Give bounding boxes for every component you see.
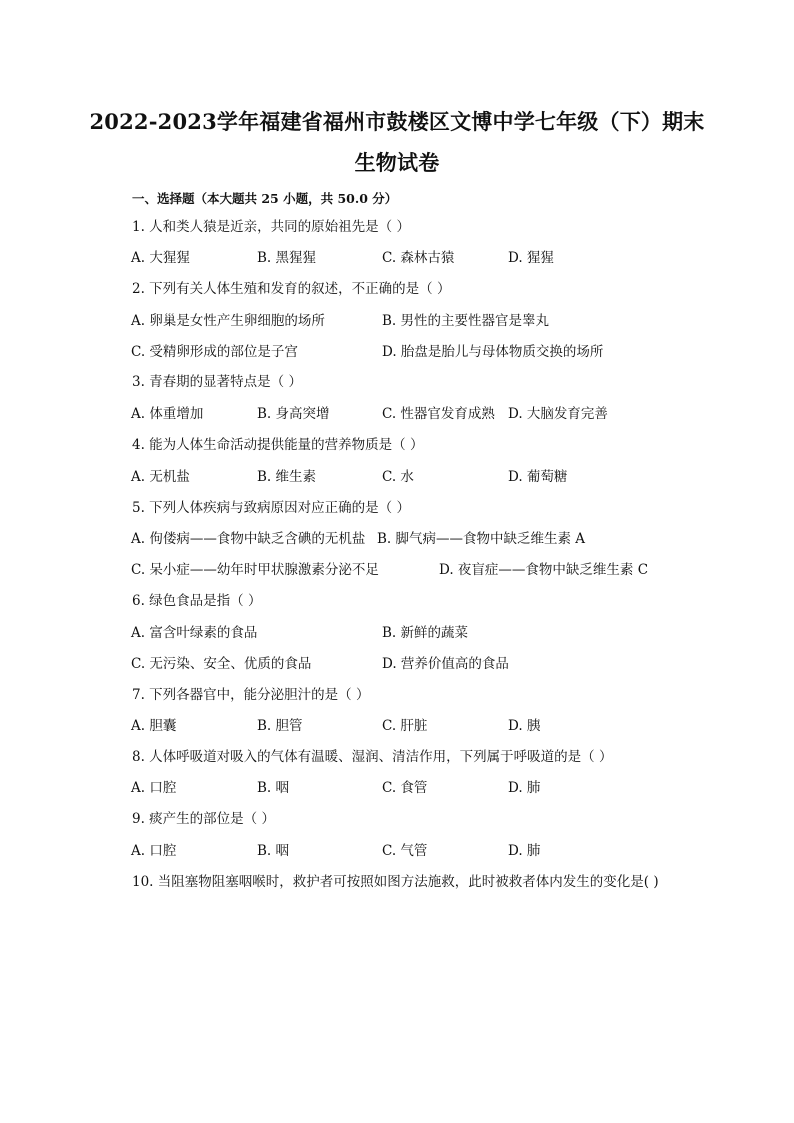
question-stem: 7. 下列各器官中，能分泌胆汁的是（ ） <box>132 687 370 703</box>
option-c: C. 食管 <box>382 780 428 796</box>
option-b: B. 男性的主要性器官是睾丸 <box>382 313 550 329</box>
option-a: A. 胆囊 <box>131 718 177 734</box>
option-a: A. 卵巢是女性产生卵细胞的场所 <box>131 313 325 329</box>
option-c: C. 肝脏 <box>382 718 428 734</box>
option-d: D. 猩猩 <box>508 250 554 266</box>
option-d: D. 营养价值高的食品 <box>382 656 509 672</box>
option-c: C. 受精卵形成的部位是子宫 <box>131 344 298 360</box>
question-stem: 5. 下列人体疾病与致病原因对应正确的是（ ） <box>132 500 410 516</box>
option-d: D. 胎盘是胎儿与母体物质交换的场所 <box>382 344 604 360</box>
option-b: B. 新鲜的蔬菜 <box>382 625 469 641</box>
question-stem: 3. 青春期的显著特点是（ ） <box>132 374 302 390</box>
option-d: D. 肺 <box>508 780 541 796</box>
option-c: C. 呆小症——幼年时甲状腺激素分泌不足 <box>131 562 379 578</box>
section-heading: 一、选择题（本大题共 25 小题，共 50.0 分） <box>132 191 398 206</box>
option-d: D. 肺 <box>508 843 541 859</box>
question-stem: 8. 人体呼吸道对吸入的气体有温暖、湿润、清洁作用，下列属于呼吸道的是（ ） <box>132 749 613 765</box>
option-c: C. 性器官发育成熟 <box>382 406 495 422</box>
exam-title-line2: 生物试卷 <box>354 150 440 175</box>
option-b: B. 胆管 <box>257 718 303 734</box>
option-d: D. 胰 <box>508 718 541 734</box>
option-a: A. 富含叶绿素的食品 <box>131 625 258 641</box>
question-stem: 10. 当阻塞物阻塞咽喉时，救护者可按照如图方法施救，此时被救者体内发生的变化是( ) <box>132 874 659 890</box>
option-b: B. 黑猩猩 <box>257 250 317 266</box>
question-stem: 2. 下列有关人体生殖和发育的叙述，不正确的是（ ） <box>132 281 451 297</box>
option-d: D. 葡萄糖 <box>508 469 568 485</box>
question-stem: 1. 人和类人猿是近亲，共同的原始祖先是（ ） <box>132 219 410 235</box>
option-a: A. 口腔 <box>131 780 177 796</box>
option-c: C. 森林古猿 <box>382 250 455 266</box>
question-stem: 6. 绿色食品是指（ ） <box>132 593 262 609</box>
question-stem: 4. 能为人体生命活动提供能量的营养物质是（ ） <box>132 437 424 453</box>
option-b: B. 咽 <box>257 780 290 796</box>
option-a: A. 口腔 <box>131 843 177 859</box>
option-b: B. 维生素 <box>257 469 317 485</box>
option-a: A. 体重增加 <box>131 406 204 422</box>
exam-title-line1: 2022-2023学年福建省福州市鼓楼区文博中学七年级（下）期末 <box>89 109 705 134</box>
option-d: D. 大脑发育完善 <box>508 406 608 422</box>
option-a: A. 大猩猩 <box>131 250 190 266</box>
option-b: B. 咽 <box>257 843 290 859</box>
option-b: B. 脚气病——食物中缺乏维生素 A <box>377 531 586 547</box>
question-stem: 9. 痰产生的部位是（ ） <box>132 811 275 827</box>
option-d: D. 夜盲症——食物中缺乏维生素 C <box>439 562 649 578</box>
option-c: C. 水 <box>382 469 414 485</box>
option-c: C. 无污染、安全、优质的食品 <box>131 656 312 672</box>
option-a: A. 佝偻病——食物中缺乏含碘的无机盐 <box>131 531 366 547</box>
option-a: A. 无机盐 <box>131 469 190 485</box>
option-c: C. 气管 <box>382 843 428 859</box>
option-b: B. 身高突增 <box>257 406 330 422</box>
